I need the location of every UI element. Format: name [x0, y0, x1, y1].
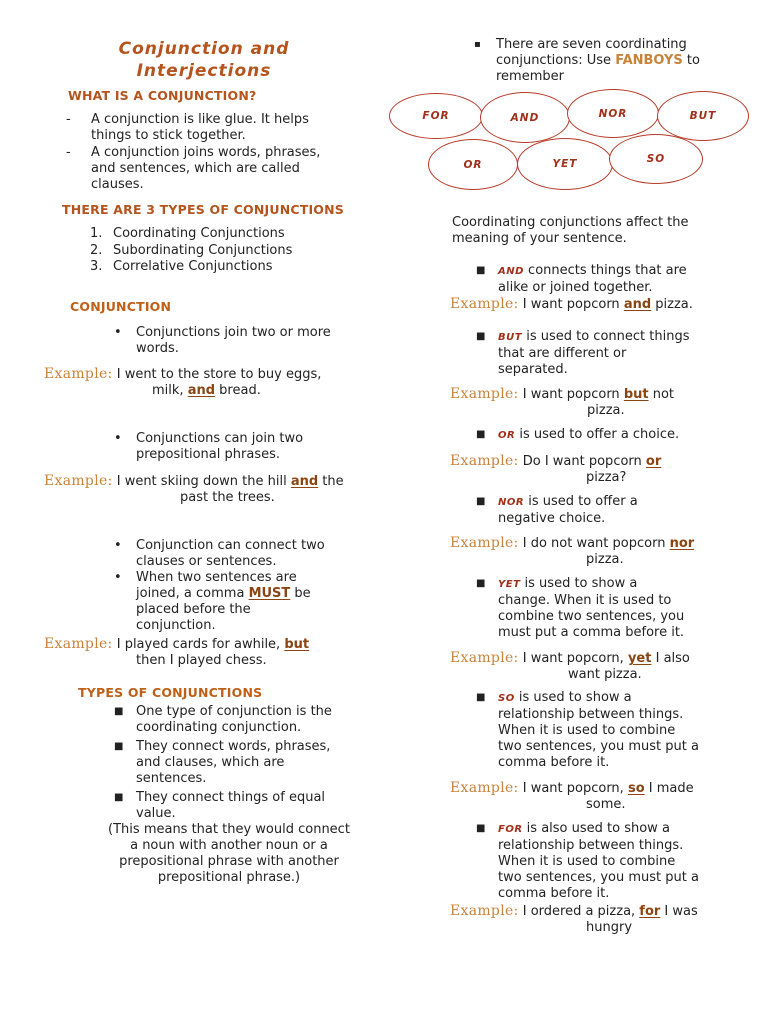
types-list	[90, 226, 350, 276]
square-marker: ■	[476, 578, 486, 589]
bullet-text: They connect words, phrases,	[136, 739, 331, 754]
example-text: I went to the store to buy eggs,	[112, 367, 322, 382]
square-marker: ■	[114, 706, 124, 717]
type-text: Subordinating Conjunctions	[113, 242, 293, 258]
item-text: separated.	[498, 362, 568, 377]
item-text: change. When it is used to	[498, 593, 672, 608]
oval-and	[480, 92, 570, 143]
oval-or	[428, 139, 518, 190]
keyword: and	[187, 383, 216, 398]
dash-marker: -	[66, 112, 71, 127]
bullet-text: and clauses, which are	[136, 755, 285, 770]
list-item	[90, 226, 350, 243]
example-label: Example:	[44, 473, 113, 489]
oval-label: AND	[510, 111, 540, 124]
definition-text: A conjunction is like glue. It helps	[91, 112, 309, 127]
item-text: negative choice.	[498, 511, 606, 526]
item-text: When it is used to combine	[498, 854, 676, 869]
item-text: relationship between things.	[498, 838, 684, 853]
oval-label: SO	[646, 153, 666, 165]
example-label: Example:	[450, 386, 519, 402]
keyword: so	[627, 781, 645, 796]
example-text: then I played chess.	[136, 653, 267, 668]
square-bullet-list	[114, 704, 374, 823]
bullet-text: conjunction.	[136, 618, 216, 633]
example-text: bread.	[215, 383, 261, 398]
item-text: two sentences, you must put a	[498, 870, 699, 885]
list-item	[114, 739, 374, 790]
example-text: hungry	[586, 920, 633, 935]
oval-for	[389, 93, 483, 139]
oval-label: YET	[552, 158, 578, 170]
conjunction-tag: SO	[498, 693, 515, 704]
note-text: prepositional phrase.)	[157, 870, 301, 885]
example-or	[450, 453, 760, 486]
bullet-text: be	[290, 586, 311, 601]
bullet-text: words.	[136, 341, 179, 356]
type-text: Correlative Conjunctions	[113, 259, 273, 274]
page-title	[74, 38, 334, 82]
example-text: I went skiing down the hill	[112, 474, 291, 489]
conjunction-tag: NOR	[498, 497, 525, 508]
bullet-text: joined, a comma	[136, 586, 249, 601]
bullet-text: coordinating conjunction.	[136, 720, 302, 735]
bullet-text: clauses or sentences.	[136, 554, 277, 569]
oval-yet	[517, 138, 613, 190]
example-text: I want popcorn	[518, 297, 624, 312]
bullet-marker: •	[114, 538, 122, 553]
conjunction-tag: AND	[498, 266, 524, 277]
example-label: Example:	[450, 903, 519, 919]
title-line-1: Conjunction and	[118, 39, 290, 59]
example-text: pizza.	[586, 552, 624, 567]
conjunction-tag: YET	[498, 579, 521, 590]
bullet-text: When two sentences are	[136, 570, 297, 585]
oval-label: FOR	[422, 110, 450, 122]
example-but	[450, 386, 760, 419]
conjunction-tag: OR	[498, 430, 516, 441]
item-text: is used to offer a choice.	[515, 427, 680, 442]
intro-text: conjunctions: Use	[496, 53, 616, 68]
example-label: Example:	[450, 453, 519, 469]
item-text: combine two sentences, you	[498, 609, 685, 624]
example-text: pizza.	[587, 403, 625, 418]
example-label: Example:	[44, 636, 113, 652]
example-and	[450, 296, 760, 313]
conjunction-tag: BUT	[498, 332, 523, 343]
example-text: I made	[644, 781, 694, 796]
list-item	[90, 243, 350, 260]
conjunction-tag: FOR	[498, 824, 523, 835]
square-marker: ■	[476, 429, 486, 440]
item-text: must put a comma before it.	[498, 625, 685, 640]
bullet-marker: •	[114, 570, 122, 585]
item-text: is used to show a	[514, 690, 632, 705]
example-text: I do not want popcorn	[518, 536, 670, 551]
title-line-2: Interjections	[136, 61, 272, 81]
example-text: I want popcorn,	[518, 651, 628, 666]
keyword: for	[639, 904, 661, 919]
item-text: that are different or	[498, 346, 627, 361]
fanboys-word: FANBOYS	[615, 53, 683, 68]
item-text: comma before it.	[498, 755, 610, 770]
example-so	[450, 780, 760, 813]
example-label: Example:	[450, 780, 519, 796]
oval-label: OR	[463, 158, 483, 171]
types-of-conjunctions-heading: TYPES OF CONJUNCTIONS	[78, 685, 263, 700]
example-label: Example:	[450, 296, 519, 312]
oval-so	[609, 134, 703, 184]
affect-paragraph	[452, 215, 752, 247]
example-text: I want popcorn,	[518, 781, 628, 796]
item-text: is used to show a	[520, 576, 638, 591]
number-marker: 1.	[90, 226, 103, 241]
square-marker: ■	[476, 496, 486, 507]
item-text: two sentences, you must put a	[498, 739, 699, 754]
item-text: When it is used to combine	[498, 723, 676, 738]
example-text: not	[648, 387, 675, 402]
example-text: some.	[586, 797, 626, 812]
example-text: pizza.	[651, 297, 693, 312]
keyword: MUST	[248, 586, 291, 601]
bullet-marker: •	[114, 431, 122, 446]
bullet-text: Conjunctions join two or more	[136, 325, 331, 340]
bullet-marker: •	[114, 325, 122, 340]
keyword: nor	[669, 536, 695, 551]
affect-text: meaning of your sentence.	[452, 231, 627, 246]
keyword: but	[623, 387, 649, 402]
definition-text: A conjunction joins words, phrases,	[91, 145, 321, 160]
example-yet	[450, 650, 760, 683]
bullet-text: prepositional phrases.	[136, 447, 280, 462]
note-text: prepositional phrase with another	[119, 854, 339, 869]
example-text: I played cards for awhile,	[112, 637, 285, 652]
square-marker: ■	[476, 265, 486, 276]
example-for	[450, 903, 760, 936]
square-marker: ■	[476, 823, 486, 834]
example-text: I want popcorn	[518, 387, 624, 402]
item-text: connects things that are	[523, 263, 687, 278]
bullet-text: One type of conjunction is the	[136, 704, 332, 719]
types-heading: THERE ARE 3 TYPES OF CONJUNCTIONS	[62, 202, 344, 217]
example-2	[44, 473, 374, 506]
affect-text: Coordinating conjunctions affect the	[452, 215, 689, 230]
example-text: I ordered a pizza,	[518, 904, 640, 919]
note-text: (This means that they would connect	[108, 822, 350, 837]
number-marker: 2.	[90, 242, 103, 258]
item-text: comma before it.	[498, 886, 610, 901]
list-item	[90, 259, 350, 276]
definition-text: clauses.	[91, 177, 144, 192]
bullet-text: value.	[136, 806, 176, 821]
example-label: Example:	[44, 366, 113, 382]
number-marker: 3.	[90, 259, 103, 274]
list-item	[66, 112, 366, 145]
list-item	[66, 145, 366, 195]
definition-text: things to stick together.	[91, 128, 246, 143]
square-marker: ▪	[474, 39, 481, 50]
list-item	[114, 704, 374, 739]
keyword: and	[290, 474, 319, 489]
intro-text: to	[682, 53, 700, 68]
example-text: past the trees.	[180, 490, 275, 505]
example-text: Do I want popcorn	[518, 454, 646, 469]
list-item	[114, 790, 374, 823]
type-text: Coordinating Conjunctions	[113, 226, 285, 241]
item-text: relationship between things.	[498, 707, 684, 722]
oval-label: BUT	[689, 110, 717, 122]
square-marker: ■	[114, 741, 124, 752]
oval-label: NOR	[598, 107, 628, 120]
example-label: Example:	[450, 650, 519, 666]
example-text: want pizza.	[568, 667, 642, 682]
note-paragraph	[84, 822, 374, 886]
definition-list	[66, 112, 366, 195]
what-is-heading: WHAT IS A CONJUNCTION?	[68, 88, 257, 103]
square-marker: ■	[476, 692, 486, 703]
bullet-text: Conjunction can connect two	[136, 538, 325, 553]
example-label: Example:	[450, 535, 519, 551]
example-1	[44, 366, 364, 399]
dash-marker: -	[66, 145, 71, 160]
keyword: yet	[627, 651, 652, 666]
intro-text: remember	[496, 69, 564, 84]
conjunction-heading: CONJUNCTION	[70, 299, 172, 314]
keyword: but	[284, 637, 310, 652]
intro-text: There are seven coordinating	[496, 37, 687, 52]
oval-nor	[567, 89, 659, 138]
example-text: the	[318, 474, 344, 489]
example-text: milk,	[152, 383, 188, 398]
example-text: I also	[651, 651, 690, 666]
bullet-text: They connect things of equal	[136, 790, 326, 805]
keyword: and	[623, 297, 652, 312]
square-marker: ■	[476, 331, 486, 342]
example-text: I was	[660, 904, 698, 919]
bullet-text: sentences.	[136, 771, 207, 786]
item-text: alike or joined together.	[498, 280, 653, 295]
item-text: is used to connect things	[522, 329, 690, 344]
example-3	[44, 636, 364, 669]
definition-text: and sentences, which are called	[91, 161, 300, 176]
oval-but	[657, 91, 749, 141]
bullet-text: Conjunctions can join two	[136, 431, 304, 446]
keyword: or	[645, 454, 662, 469]
item-text: is also used to show a	[522, 821, 670, 836]
note-text: a noun with another noun or a	[130, 838, 328, 853]
item-text: is used to offer a	[524, 494, 638, 509]
square-marker: ■	[114, 792, 124, 803]
example-nor	[450, 535, 760, 568]
example-text: pizza?	[586, 470, 627, 485]
bullet-text: placed before the	[136, 602, 251, 617]
